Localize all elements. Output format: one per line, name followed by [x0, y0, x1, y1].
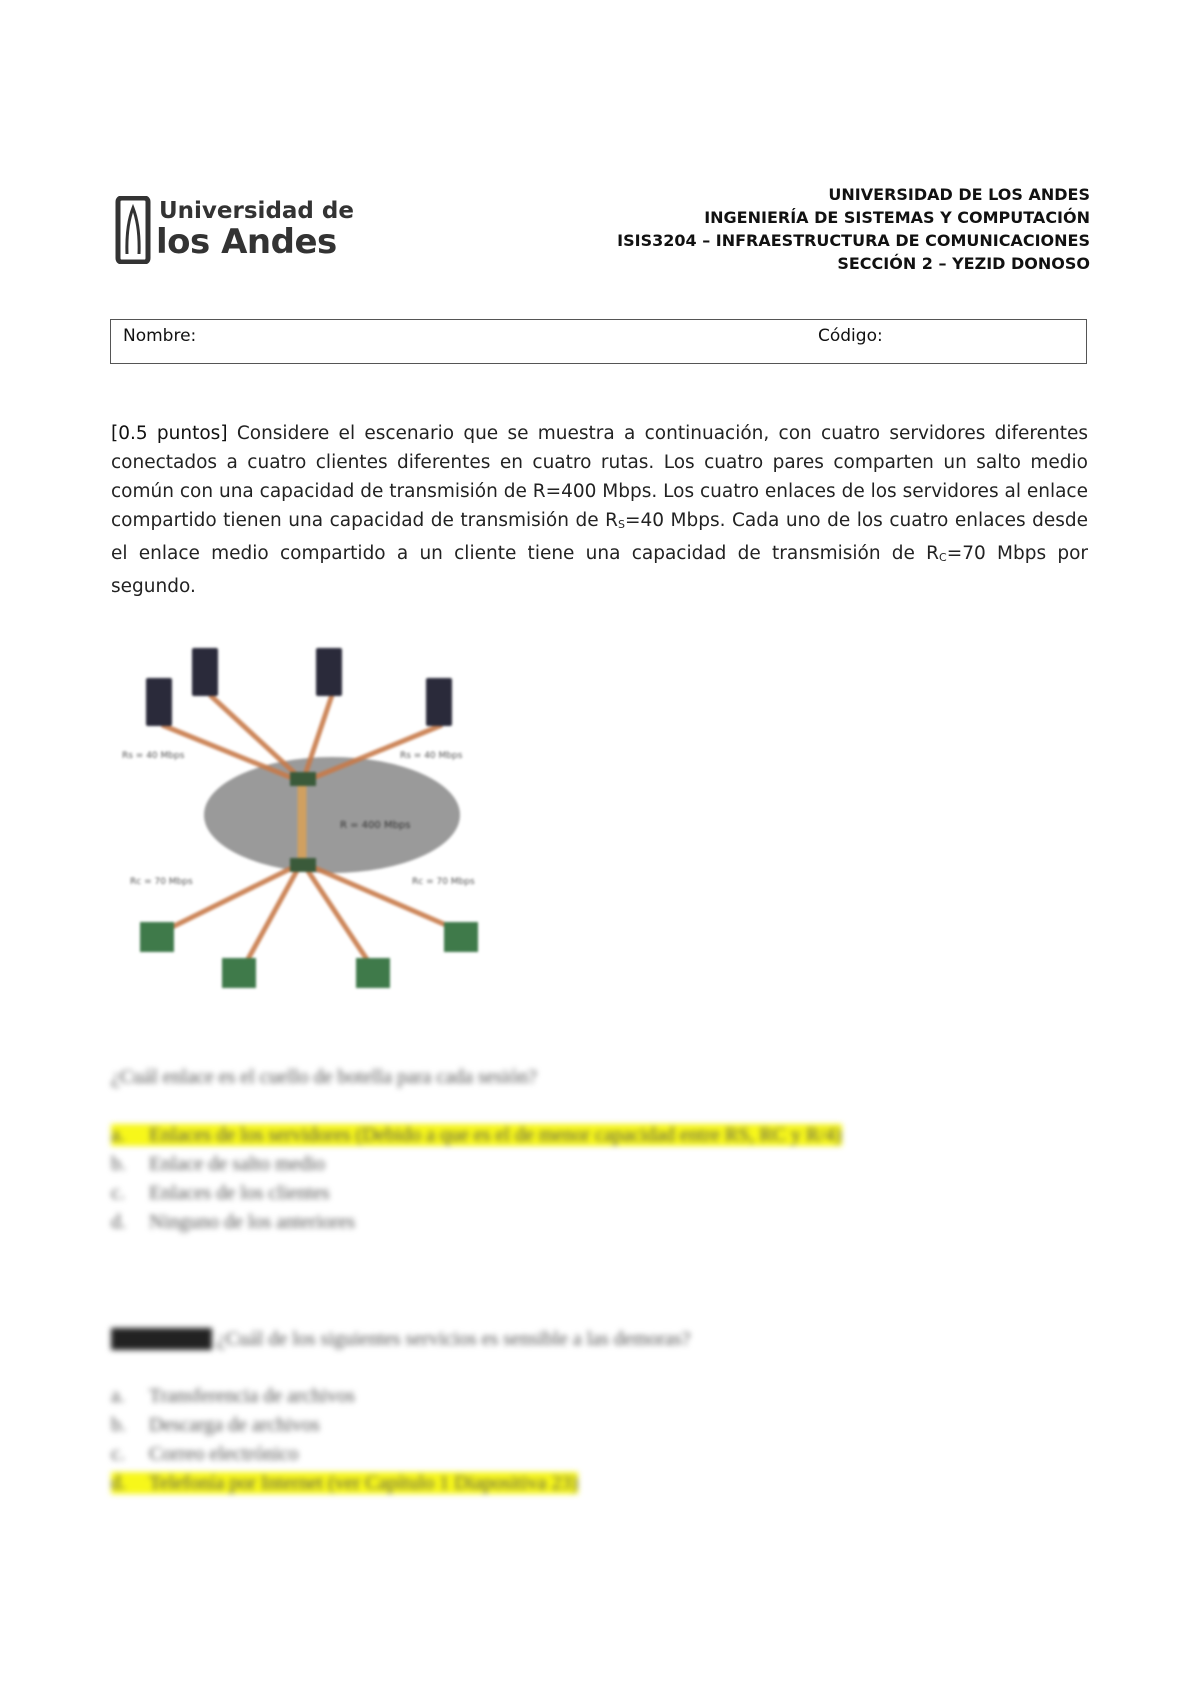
- option-text: Ninguno de los anteriores: [149, 1211, 356, 1233]
- logo-text-line2: los Andes: [156, 222, 337, 262]
- question1-text-b: =40 Mbps. Cada uno de los cuatro enlaces desde el enlace medio compartido a un cliente tiene una capacidad de transmisión de R: [111, 510, 1088, 564]
- server-icon: [426, 678, 452, 726]
- andes-logo-icon: [112, 196, 154, 264]
- question1-option-b[interactable]: [111, 1153, 1011, 1182]
- course-header: [617, 183, 1090, 275]
- option-text: Telefonía por Internet (ver Capítulo 1 Diapositiva 23): [149, 1472, 579, 1494]
- course-name: ISIS3204 – INFRAESTRUCTURA DE COMUNICACIONES: [617, 231, 1090, 250]
- question2-prompt: ¿Cuál de los siguientes servicios es sensible a las demoras?: [216, 1328, 691, 1350]
- client-icon: [356, 958, 390, 988]
- core-link-label: R = 400 Mbps: [340, 820, 411, 831]
- question1-statement: [111, 419, 1088, 601]
- option-text: Enlaces de los clientes: [149, 1182, 330, 1204]
- option-text: Descarga de archivos: [149, 1414, 320, 1436]
- router-top: [290, 772, 316, 786]
- option-text: Transferencia de archivos: [149, 1385, 355, 1407]
- option-letter: d.: [111, 1472, 126, 1494]
- question2-prompt-line: [111, 1328, 690, 1351]
- student-info-box[interactable]: [110, 319, 1087, 364]
- client-icon: [140, 922, 174, 952]
- servers: [146, 648, 452, 726]
- subscript-c: C: [939, 551, 947, 564]
- client-icon: [222, 958, 256, 988]
- clients: [140, 922, 478, 988]
- university-logo: [112, 196, 354, 268]
- option-text: Enlaces de los servidores (Debido a que es el de menor capacidad entre RS, RC y R/4): [149, 1124, 842, 1146]
- question1-text-a: Considere el escenario que se muestra a continuación, con cuatro servidores diferentes conectados a cuatro clientes diferentes en cuatro rutas. Los cuatro pares comparten un salto medio común con una capacidad de transmisión de R=400 Mbps. Los cuatro enlaces de los servidores al enlace compartido tienen una capacidad de transmisión de R: [111, 423, 1088, 531]
- client-link-label: Rc = 70 Mbps: [412, 877, 475, 887]
- client-link-label: Rc = 70 Mbps: [130, 877, 193, 887]
- question2-option-b[interactable]: [111, 1414, 1011, 1443]
- question1-option-c[interactable]: [111, 1182, 1011, 1211]
- question2-options: [111, 1385, 1011, 1501]
- option-letter: a.: [111, 1124, 125, 1146]
- client-icon: [444, 922, 478, 952]
- question1-text-c: =70 Mbps por segundo.: [111, 543, 1088, 597]
- logo-text-line1: Universidad de: [159, 198, 354, 224]
- router-bottom: [290, 858, 316, 872]
- network-diagram: [122, 640, 502, 1020]
- question2-option-a[interactable]: [111, 1385, 1011, 1414]
- server-icon: [146, 678, 172, 726]
- server-link-label: Rs = 40 Mbps: [122, 751, 185, 761]
- option-letter: b.: [111, 1153, 126, 1175]
- section-name: SECCIÓN 2 – YEZID DONOSO: [837, 254, 1090, 273]
- question1-option-a[interactable]: [111, 1124, 1011, 1153]
- question1-option-d[interactable]: [111, 1211, 1011, 1240]
- question1-points: [0.5 puntos]: [111, 423, 228, 444]
- question1-prompt: ¿Cuál enlace es el cuello de botella para cada sesión?: [111, 1066, 537, 1088]
- option-letter: c.: [111, 1443, 125, 1465]
- faculty-name: INGENIERÍA DE SISTEMAS Y COMPUTACIÓN: [704, 208, 1090, 227]
- option-text: Correo electrónico: [149, 1443, 299, 1465]
- question2-option-c[interactable]: [111, 1443, 1011, 1472]
- question1-options: [111, 1124, 1011, 1240]
- question2-option-d[interactable]: [111, 1472, 1011, 1501]
- option-letter: d.: [111, 1211, 126, 1233]
- question2-points: [0.5 puntos]: [113, 1328, 210, 1350]
- core-cloud: [204, 757, 460, 873]
- code-label: Código:: [818, 326, 883, 346]
- name-label: Nombre:: [123, 326, 197, 346]
- university-name: UNIVERSIDAD DE LOS ANDES: [828, 185, 1090, 204]
- server-icon: [316, 648, 342, 696]
- option-text: Enlace de salto medio: [149, 1153, 326, 1175]
- server-icon: [192, 648, 218, 696]
- option-letter: b.: [111, 1414, 126, 1436]
- subscript-s: S: [617, 518, 625, 531]
- option-letter: a.: [111, 1385, 125, 1407]
- server-link-label: Rs = 40 Mbps: [400, 751, 463, 761]
- option-letter: c.: [111, 1182, 125, 1204]
